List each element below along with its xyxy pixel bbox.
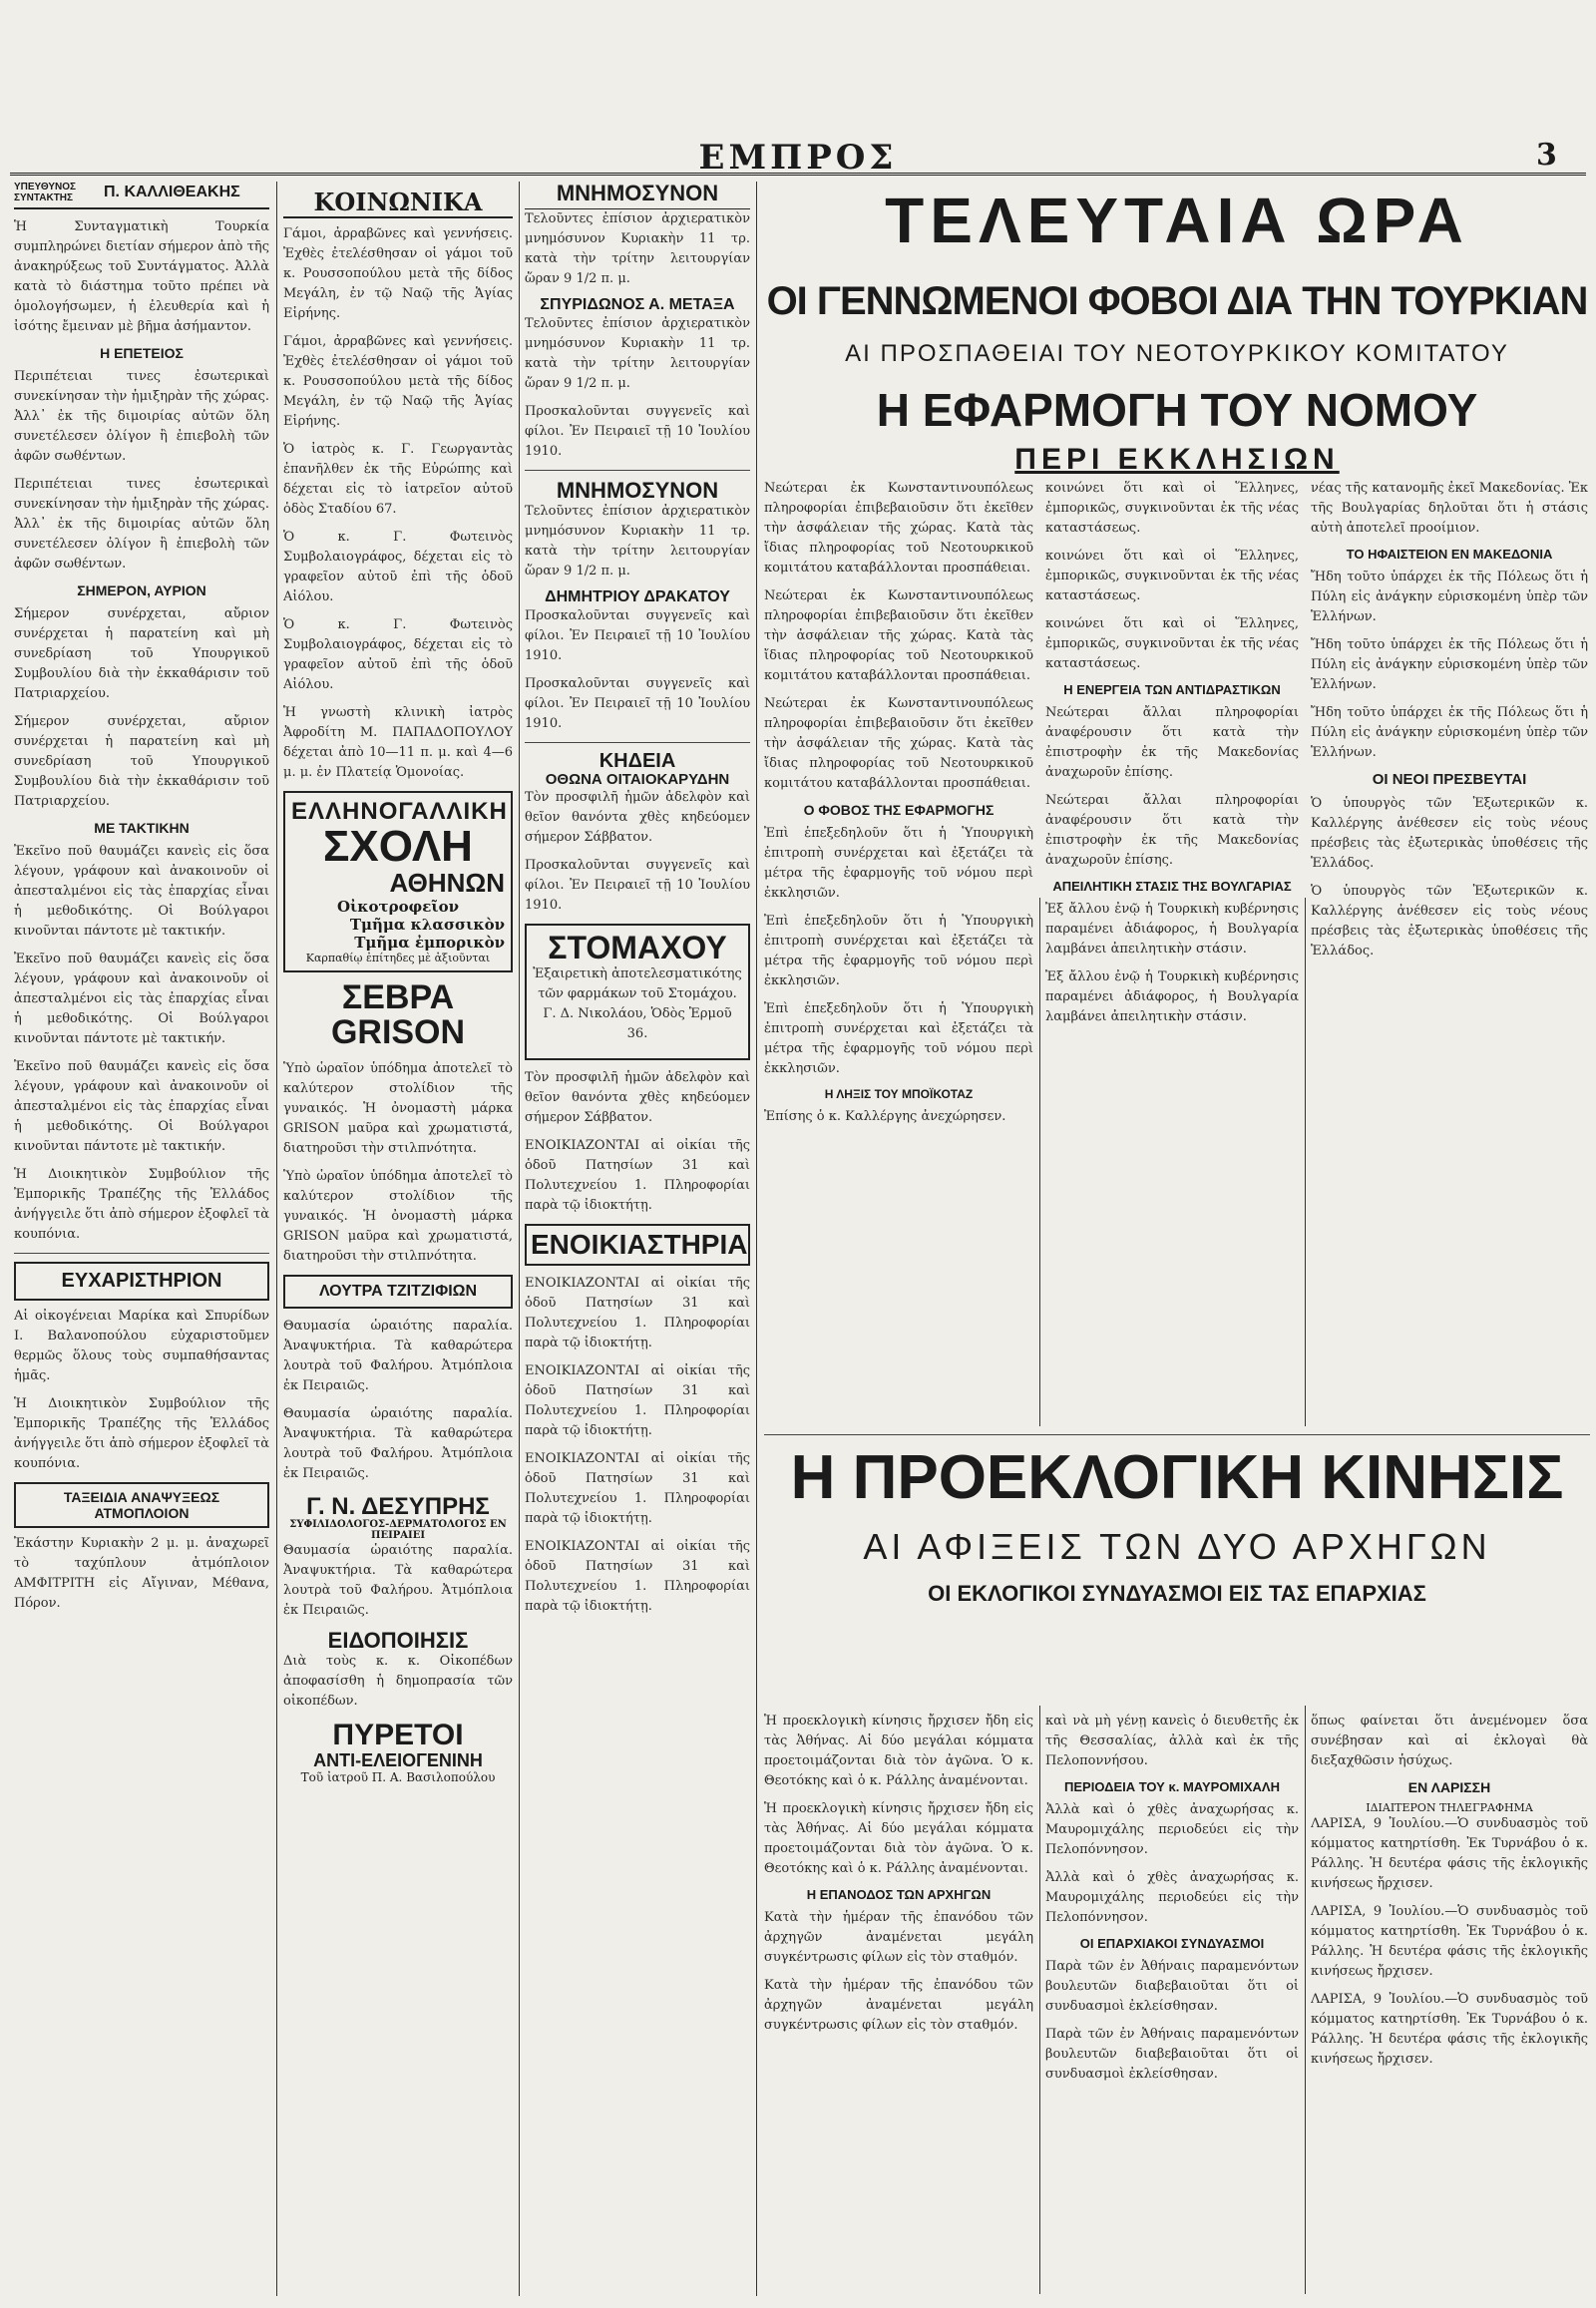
paragraph: Κατὰ τὴν ἡμέραν τῆς ἐπανόδου τῶν ἀρχηγῶν ἀναμένεται μεγάλη συγκέντρωσις φίλων εἰς τὸν σταθμόν. [764,1910,1033,1965]
paragraph: Ὁ κ. Γ. Φωτεινὸς Συμβολαιογράφος, δέχεται εἰς τὸ γραφεῖον αὐτοῦ ἐπὶ τῆς ὁδοῦ Αἰόλου. [283,617,513,692]
paragraph: Ἤδη τοῦτο ὑπάρχει ἐκ τῆς Πόλεως ὅτι ἡ Πύλη εἰς ἀνάγκην εὑρισκομένη ὑπὲρ τῶν Ἑλλήνων. [1311,637,1588,692]
column-3 [525,182,750,2296]
paragraph: Θαυμασία ὡραιότης παραλία. Ἀναψυκτήρια. Τὰ καθαρώτερα λουτρὰ τοῦ Φαλήρου. Ἀτμόπλοια ἐκ Πειραιῶς. [283,1543,513,1619]
sebra-heading: ΣΕΒΡΑ GRISON [330,977,466,1052]
second-col-c [1311,1712,1588,2300]
paragraph: Ἡ Διοικητικὸν Συμβούλιον τῆς Ἐμπορικῆς Τραπέζης τῆς Ἑλλάδος ἀνήγγειλε ὅτι ἀπὸ σήμερον ἐξοφλεῖ τὰ κουπόνια. [14,1167,269,1242]
paragraph: ΛΑΡΙΣΑ, 9 Ἰουλίου.—Ὁ συνδυασμὸς τοῦ κόμματος κατηρτίσθη. Ἐκ Τυρνάβου ὁ κ. Ράλλης. Ἡ δευτέρα φάσις τῆς ἐκλογικῆς κινήσεως ἤρχισεν. [1311,1992,1588,2067]
paragraph: Τὸν προσφιλῆ ἡμῶν ἀδελφὸν καὶ θεῖον θανόντα χθὲς κηδεύομεν σήμερον Σάββατον. [525,789,750,845]
column-divider [756,182,757,2296]
rent-heading: ΕΝΟΙΚΙΑΣΤΗΡΙΑ [531,1229,748,1261]
column-divider [519,182,520,2296]
subheading: ΟΙ ΝΕΟΙ ΠΡΕΣΒΕΥΤΑΙ [1372,771,1527,788]
section-title: ΚΟΙΝΩΝΙΚΑ [283,188,513,218]
column-1 [14,182,269,2296]
separator [764,1434,1590,1435]
doctor-name: Γ. Ν. ΔΕΣΥΠΡΗΣ [306,1493,490,1521]
page-number: 3 [1536,138,1557,173]
fevers-heading: ΠΥΡΕΤΟΙ [332,1719,464,1752]
paragraph: Γάμοι, ἀρραβῶνες καὶ γεννήσεις. Ἐχθὲς ἐτελέσθησαν οἱ γάμοι τοῦ κ. Ρουσσοπούλου μετὰ τῆς δίδος Μεγάλη, ἐν τῷ Ναῷ τῆς Ἁγίας Εἰρήνης. [283,334,513,429]
paragraph: Ἐξ ἄλλου ἐνῷ ἡ Τουρκικὴ κυβέρνησις παραμένει ἀδιάφορος, ἡ Βουλγαρία λαμβάνει ἀπειλητικὴν στάσιν. [1045,902,1299,957]
paragraph: νέας τῆς κατανομῆς ἐκεῖ Μακεδονίας. Ἐκ τῆς Βουλγαρίας δηλοῦται ὅτι ἡ στάσις αὐτὴ ἀποτελεῖ προοίμιον. [1311,481,1588,536]
header-rule [10,173,1586,176]
school-line: Τμῆμα ἐμπορικὸν [354,933,505,952]
paragraph: Ἐξ ἄλλου ἐνῷ ἡ Τουρκικὴ κυβέρνησις παραμένει ἀδιάφορος, ἡ Βουλγαρία λαμβάνει ἀπειλητικὴν στάσιν. [1045,969,1299,1024]
separator [14,1253,269,1254]
column-2 [283,182,513,2296]
paragraph: Ἡ προεκλογικὴ κίνησις ἤρχισεν ἤδη εἰς τὰς Ἀθήνας. Αἱ δύο μεγάλαι κόμματα προετοιμάζονται διὰ τὸν ἀγῶνα. Ὁ κ. Θεοτόκης καὶ ὁ κ. Ράλλης ἀναμένονται. [764,1801,1033,1876]
paragraph: Ἡ γνωστὴ κλινικὴ ἰατρὸς Ἀφροδίτη Μ. ΠΑΠΑΔΟΠΟΥΛΟΥ δέχεται ἀπὸ 10—11 π. μ. καὶ 4—6 μ. μ. ἐν Πλατείᾳ Ὁμονοίας. [283,705,513,780]
paragraph: Ἐκεῖνο ποῦ θαυμάζει κανεὶς εἰς ὅσα λέγουν, γράφουν καὶ ἀνακοινοῦν οἱ ἀπεσταλμένοι εἰς τὰς ἐπαρχίας εἶναι ἡ μεθοδικότης. Οἱ Βούλγαροι κινοῦνται πάντοτε μὲ τακτικήν. [14,1059,269,1154]
page-header [0,0,1596,178]
paragraph: Ἡ προεκλογικὴ κίνησις ἤρχισεν ἤδη εἰς τὰς Ἀθήνας. Αἱ δύο μεγάλαι κόμματα προετοιμάζονται διὰ τὸν ἀγῶνα. Ὁ κ. Θεοτόκης καὶ ὁ κ. Ράλλης ἀναμένονται. [764,1714,1033,1788]
paragraph: Παρὰ τῶν ἐν Ἀθήναις παραμενόντων βουλευτῶν διαβεβαιοῦται ὅτι οἱ συνδυασμοὶ ἐκλείσθησαν. [1045,1959,1299,2014]
editor-label: ΥΠΕΥΘΥΝΟΣ ΣΥΝΤΑΚΤΗΣ [14,182,77,203]
paragraph: Σήμερον συνέρχεται, αὔριον συνέρχεται ἡ παρατείνη καὶ μὴ συνεδρίαση τοῦ Υπουργικοῦ Συμβουλίου διὰ τὴν ἐκκαθάρισιν τοῦ Πατριαρχείου. [14,714,269,809]
second-subhead: ΟΙ ΕΚΛΟΓΙΚΟΙ ΣΥΝΔΥΑΣΜΟΙ ΕΙΣ ΤΑΣ ΕΠΑΡΧΙΑΣ [928,1581,1426,1607]
paragraph: Τελοῦντες ἐπίσιον ἀρχιερατικὸν μνημόσυνον Κυριακὴν 11 τρ. κατὰ τὴν τρίτην λειτουργίαν ὥραν 9 1/2 π. μ. [525,503,750,578]
lead-headline: ΤΕΛΕΥΤΑΙΑ ΩΡΑ [885,185,1469,256]
lead-subhead: ΑΙ ΠΡΟΣΠΑΘΕΙΑΙ ΤΟΥ ΝΕΟΤΟΥΡΚΙΚΟΥ ΚΟΜΙΤΑΤΟΥ [845,340,1509,368]
subheading: Ο ΦΟΒΟΣ ΤΗΣ ΕΦΑΡΜΟΓΗΣ [803,802,995,818]
rent-box [525,1224,750,1265]
paragraph: Κατὰ τὴν ἡμέραν τῆς ἐπανόδου τῶν ἀρχηγῶν ἀναμένεται μεγάλη συγκέντρωσις φίλων εἰς τὸν σταθμόν. [764,1978,1033,2033]
paragraph: Γάμοι, ἀρραβῶνες καὶ γεννήσεις. Ἐχθὲς ἐτελέσθησαν οἱ γάμοι τοῦ κ. Ρουσσοπούλου μετὰ τῆς δίδος Μεγάλη, ἐν τῷ Ναῷ τῆς Ἁγίας Εἰρήνης. [283,226,513,321]
ad-heading: ΤΑΞΕΙΔΙΑ ΑΝΑΨΥΞΕΩΣ ΑΤΜΟΠΛΟΙΟΝ [14,1482,269,1528]
funeral-heading: ΚΗΔΕΙΑ [598,749,676,772]
paragraph: κοινώνει ὅτι καὶ οἱ Ἕλληνες, ἐμπορικῶς, συγκινοῦνται ἐκ τῆς νέας καταστάσεως. [1045,481,1299,536]
paragraph: Ἀλλὰ καὶ ὁ χθὲς ἀναχωρήσας κ. Μαυρομιχάλης περιοδεύει εἰς τὴν Πελοπόννησον. [1045,1870,1299,1925]
lead-subhead: Η ΕΦΑΡΜΟΓΗ ΤΟΥ ΝΟΜΟΥ [876,384,1478,437]
paragraph: Θαυμασία ὡραιότης παραλία. Ἀναψυκτήρια. Τὰ καθαρώτερα λουτρὰ τοῦ Φαλήρου. Ἀτμόπλοια ἐκ Πειραιῶς. [283,1406,513,1482]
subheading: ΙΔΙΑΙΤΕΡΟΝ ΤΗΛΕΓΡΑΦΗΜΑ [1366,1801,1533,1814]
paragraph: ΕΝΟΙΚΙΑΖΟΝΤΑΙ αἱ οἰκίαι τῆς ὁδοῦ Πατησίων 31 καὶ Πολυτεχνείου 1. Πληροφορίαι παρὰ τῷ ἰδιοκτήτῃ. [525,1275,750,1350]
paragraph: Προσκαλοῦνται συγγενεῖς καὶ φίλοι. Ἐν Πειραιεῖ τῇ 10 Ἰουλίου 1910. [525,403,750,459]
column-divider [276,182,277,2296]
stomach-heading: ΣΤΟΜΑΧΟΥ [548,929,727,965]
paragraph: ὅπως φαίνεται ὅτι ἀνεμένομεν ὅσα συνέβησαν καὶ αἱ ἐκλογαὶ θὰ διεξαχθῶσιν ἡσύχως. [1311,1714,1588,1768]
kicker: ΜΕ ΤΑΚΤΙΚΗΝ [94,820,190,836]
paragraph: Ὁ ἰατρὸς κ. Γ. Γεωργαντὰς ἐπανῆλθεν ἐκ τῆς Εὐρώπης καὶ δέχεται εἰς τὸ ἰατρεῖον αὐτοῦ ὁδὸς Σταδίου 67. [283,442,513,517]
paragraph: Ἡ Διοικητικὸν Συμβούλιον τῆς Ἐμπορικῆς Τραπέζης τῆς Ἑλλάδος ἀνήγγειλε ὅτι ἀπὸ σήμερον ἐξοφλεῖ τὰ κουπόνια. [14,1396,269,1471]
paragraph: Περιπέτειαι τινες ἐσωτερικαὶ συνεκίνησαν τὴν ἡμιξηρὰν τῆς χώρας. Ἀλλ᾽ ἐκ τῆς διμοιρίας αὐτῶν ὅλη συνετέλεσεν ὀλίγον ἢ ἐπιεβολὴ τῶν ἀφῶν σωθέντων. [14,369,269,464]
second-headline: Η ΠΡΟΕΚΛΟΓΙΚΗ ΚΙΝΗΣΙΣ [790,1443,1564,1512]
subheading: ΑΠΕΙΛΗΤΙΚΗ ΣΤΑΣΙΣ ΤΗΣ ΒΟΥΛΓΑΡΙΑΣ [1052,879,1292,894]
memorial-name: ΔΗΜΗΤΡΙΟΥ ΔΡΑΚΑΤΟΥ [545,587,730,605]
subheading: Η ΛΗΞΙΣ ΤΟΥ ΜΠΟΪΚΟΤΑΖ [824,1087,974,1101]
paragraph: Προσκαλοῦνται συγγενεῖς καὶ φίλοι. Ἐν Πειραιεῖ τῇ 10 Ἰουλίου 1910. [525,607,750,663]
paragraph: κοινώνει ὅτι καὶ οἱ Ἕλληνες, ἐμπορικῶς, συγκινοῦνται ἐκ τῆς νέας καταστάσεως. [1045,549,1299,603]
ad-text: Ἐκάστην Κυριακὴν 2 μ. μ. ἀναχωρεῖ τὸ ταχύπλουν ἀτμόπλοιον ΑΜΦΙΤΡΙΤΗ εἰς Αἴγιναν, Μέθανα, Πόρον. [14,1536,269,1611]
subheading: ΟΙ ΕΠΑΡΧΙΑΚΟΙ ΣΥΝΔΥΑΣΜΟΙ [1079,1936,1265,1951]
fevers-line: ΑΝΤΙ-ΕΛΕΙΟΓΕΝΙΝΗ [313,1749,483,1770]
paragraph: Ὁ ὑπουργὸς τῶν Ἐξωτερικῶν κ. Καλλέργης ἀνέθεσεν εἰς τοὺς νέους πρέσβεις τὰς ἐξωτερικὰς ὑποθέσεις τῆς Ἑλλάδος. [1311,884,1588,959]
second-story-header [764,1426,1590,1706]
paragraph: Ὁ κ. Γ. Φωτεινὸς Συμβολαιογράφος, δέχεται εἰς τὸ γραφεῖον αὐτοῦ ἐπὶ τῆς ὁδοῦ Αἰόλου. [283,530,513,604]
column-divider [1039,1706,1040,2294]
school-line: Τμῆμα κλασσικὸν [349,915,505,934]
paragraph: κοινώνει ὅτι καὶ οἱ Ἕλληνες, ἐμπορικῶς, συγκινοῦνται ἐκ τῆς νέας καταστάσεως. [1045,616,1299,671]
stomach-ad [525,924,750,1061]
paragraph: Διὰ τοὺς κ. κ. Οἰκοπέδων ἀποφασίσθη ἡ δημοπρασία τῶν οἰκοπέδων. [283,1654,513,1710]
paragraph: Σήμερον συνέρχεται, αὔριον συνέρχεται ἡ παρατείνη καὶ μὴ συνεδρίαση τοῦ Υπουργικοῦ Συμβουλίου διὰ τὴν ἐκκαθάρισιν τοῦ Πατριαρχείου. [14,606,269,701]
paragraph: Περιπέτειαι τινες ἐσωτερικαὶ συνεκίνησαν τὴν ἡμιξηρὰν τῆς χώρας. Ἀλλ᾽ ἐκ τῆς διμοιρίας αὐτῶν ὅλη συνετέλεσεν ὀλίγον ἢ ἐπιεβολὴ τῶν ἀφῶν σωθέντων. [14,477,269,572]
second-col-b [1045,1712,1299,2300]
school-ad [283,791,513,972]
paragraph: Τελοῦντες ἐπίσιον ἀρχιερατικὸν μνημόσυνον Κυριακὴν 11 τρ. κατὰ τὴν τρίτην λειτουργίαν ὥραν 9 1/2 π. μ. [525,211,750,287]
paragraph: Ἀλλὰ καὶ ὁ χθὲς ἀναχωρήσας κ. Μαυρομιχάλης περιοδεύει εἰς τὴν Πελοπόννησον. [1045,1802,1299,1857]
second-col-a [764,1712,1033,2300]
lead-subhead: ΠΕΡΙ ΕΚΚΛΗΣΙΩΝ [1014,443,1340,477]
second-subhead: ΑΙ ΑΦΙΞΕΙΣ ΤΩΝ ΔΥΟ ΑΡΧΗΓΩΝ [863,1526,1491,1568]
paragraph: Ὁ ὑπουργὸς τῶν Ἐξωτερικῶν κ. Καλλέργης ἀνέθεσεν εἰς τοὺς νέους πρέσβεις τὰς ἐξωτερικὰς ὑποθέσεις τῆς Ἑλλάδος. [1311,796,1588,871]
notices-heading: ΕΙΔΟΠΟΙΗΣΙΣ [327,1628,469,1654]
thanks-heading: ΕΥΧΑΡΙΣΤΗΡΙΟΝ [14,1262,269,1301]
paragraph: Ἐκεῖνο ποῦ θαυμάζει κανεὶς εἰς ὅσα λέγουν, γράφουν καὶ ἀνακοινοῦν οἱ ἀπεσταλμένοι εἰς τὰς ἐπαρχίας εἶναι ἡ μεθοδικότης. Οἱ Βούλγαροι κινοῦνται πάντοτε μὲ τακτικήν. [14,844,269,939]
paragraph: Αἱ οἰκογένειαι Μαρίκα καὶ Σπυρίδων Ι. Βαλανοπούλου εὐχαριστοῦμεν θερμῶς ὅλους τοὺς συμπαθήσαντας ἡμᾶς. [14,1309,269,1383]
paragraph: ΕΝΟΙΚΙΑΖΟΝΤΑΙ αἱ οἰκίαι τῆς ὁδοῦ Πατησίων 31 καὶ Πολυτεχνείου 1. Πληροφορίαι παρὰ τῷ ἰδιοκτήτῃ. [525,1538,750,1614]
paragraph: Ἐπὶ ἑπεξεδηλοῦν ὅτι ἡ Ὑπουργικὴ ἐπιτροπὴ συνέρχεται καὶ ἐξετάζει τὰ μέτρα τῆς ἐφαρμογῆς τοῦ νόμου περὶ ἐκκλησιῶν. [764,1001,1033,1076]
separator [525,742,750,743]
paragraph: Ὑπὸ ὡραῖον ὑπόδημα ἀποτελεῖ τὸ καλύτερον στολίδιον τῆς γυναικός. Ἡ ὀνομαστὴ μάρκα GRISON μαῦρα καὶ χρωματιστά, διατηροῦσι τὴν στιλπνότητα. [283,1169,513,1265]
baths-heading: ΛΟΥΤΡΑ ΤΖΙΤΖΙΦΙΩΝ [283,1275,513,1309]
paragraph: ΕΝΟΙΚΙΑΖΟΝΤΑΙ αἱ οἰκίαι τῆς ὁδοῦ Πατησίων 31 καὶ Πολυτεχνείου 1. Πληροφορίαι παρὰ τῷ ἰδιοκτήτῃ. [525,1138,750,1214]
masthead: ΕΜΠΡΟΣ [698,138,898,178]
paragraph: Ἐκεῖνο ποῦ θαυμάζει κανεὶς εἰς ὅσα λέγουν, γράφουν καὶ ἀνακοινοῦν οἱ ἀπεσταλμένοι εἰς τὰς ἐπαρχίας εἶναι ἡ μεθοδικότης. Οἱ Βούλγαροι κινοῦνται πάντοτε μὲ τακτικήν. [14,952,269,1046]
editor-line [14,182,269,209]
paragraph: Ἤδη τοῦτο ὑπάρχει ἐκ τῆς Πόλεως ὅτι ἡ Πύλη εἰς ἀνάγκην εὑρισκομένη ὑπὲρ τῶν Ἑλλήνων. [1311,570,1588,624]
paragraph: Τελοῦντες ἐπίσιον ἀρχιερατικὸν μνημόσυνον Κυριακὴν 11 τρ. κατὰ τὴν τρίτην λειτουργίαν ὥραν 9 1/2 π. μ. [525,315,750,391]
paragraph: Νεώτεραι ἐκ Κωνσταντινουπόλεως πληροφορίαι ἐπιβεβαιοῦσιν ὅτι ἐκεῖθεν τὴν ἀσφάλειαν τῆς χώρας. Κατὰ τὰς ἴδιας πληροφορίας τοῦ Νεοτουρκικοῦ κομιτάτου καταβάλλονται προσπάθειαι. [764,481,1033,576]
memorial-name: ΣΠΥΡΙΔΩΝΟΣ Α. ΜΕΤΑΞΑ [540,296,735,314]
paragraph: Νεώτεραι ἄλλαι πληροφορίαι ἀναφέρουσιν ὅτι κατὰ τὴν ἐπιστροφὴν ἐκ τῆς Μακεδονίας ἀναχωροῦν ἐπίσης. [1045,705,1299,780]
doctor-subtitle: ΣΥΦΙΛΙΔΟΛΟΓΟΣ-ΔΕΡΜΑΤΟΛΟΓΟΣ ΕΝ ΠΕΙΡΑΙΕΙ [289,1519,507,1542]
kicker: ΣΗΜΕΡΟΝ, ΑΥΡΙΟΝ [77,582,206,598]
school-line: ΣΧΟΛΗ [323,822,473,872]
paragraph: Θαυμασία ὡραιότης παραλία. Ἀναψυκτήρια. Τὰ καθαρώτερα λουτρὰ τοῦ Φαλήρου. Ἀτμόπλοια ἐκ Πειραιῶς. [283,1319,513,1394]
fevers-line: Τοῦ ἰατροῦ Π. Α. Βασιλοπούλου [300,1769,496,1784]
subheading: ΕΝ ΛΑΡΙΣΣΗ [1407,1779,1491,1795]
school-line: Οἰκοτροφεῖον [336,897,459,916]
separator [525,470,750,471]
paragraph: Ἡ Συνταγματικὴ Τουρκία συμπληρώνει διετίαν σήμερον ἀπὸ τῆς ἀνακηρύξεως τοῦ Συντάγματος. Ἀλλὰ κατὰ τὸ διάστημα τοῦτο πρέπει νὰ ὁμολογήσωμεν, ἡ ἐλευθερία καὶ ἡ ἰσότης ἔμειναν μὲ βῆμα ἀσήμαντον. [14,219,269,334]
editor-name: Π. ΚΑΛΛΙΘΕΑΚΗΣ [104,184,240,200]
paragraph: Νεώτεραι ἐκ Κωνσταντινουπόλεως πληροφορίαι ἐπιβεβαιοῦσιν ὅτι ἐκεῖθεν τὴν ἀσφάλειαν τῆς χώρας. Κατὰ τὰς ἴδιας πληροφορίας τοῦ Νεοτουρκικοῦ κομιτάτου καταβάλλονται προσπάθειαι. [764,588,1033,683]
paragraph: Ἐπίσης ὁ κ. Καλλέργης ἀνεχώρησεν. [764,1109,1006,1124]
paragraph: Ἤδη τοῦτο ὑπάρχει ἐκ τῆς Πόλεως ὅτι ἡ Πύλη εἰς ἀνάγκην εὑρισκομένη ὑπὲρ τῶν Ἑλλήνων. [1311,705,1588,760]
paragraph: Παρὰ τῶν ἐν Ἀθήναις παραμενόντων βουλευτῶν διαβεβαιοῦται ὅτι οἱ συνδυασμοὶ ἐκλείσθησαν. [1045,2027,1299,2082]
paragraph: Ἐπὶ ἑπεξεδηλοῦν ὅτι ἡ Ὑπουργικὴ ἐπιτροπὴ συνέρχεται καὶ ἐξετάζει τὰ μέτρα τῆς ἐφαρμογῆς τοῦ νόμου περὶ ἐκκλησιῶν. [764,914,1033,988]
paragraph: Νεώτεραι ἐκ Κωνσταντινουπόλεως πληροφορίαι ἐπιβεβαιοῦσιν ὅτι ἐκεῖθεν τὴν ἀσφάλειαν τῆς χώρας. Κατὰ τὰς ἴδιας πληροφορίας τοῦ Νεοτουρκικοῦ κομιτάτου καταβάλλονται προσπάθειαι. [764,696,1033,791]
paragraph: Ὑπὸ ὡραῖον ὑπόδημα ἀποτελεῖ τὸ καλύτερον στολίδιον τῆς γυναικός. Ἡ ὀνομαστὴ μάρκα GRISON μαῦρα καὶ χρωματιστά, διατηροῦσι τὴν στιλπνότητα. [283,1061,513,1157]
paragraph: Προσκαλοῦνται συγγενεῖς καὶ φίλοι. Ἐν Πειραιεῖ τῇ 10 Ἰουλίου 1910. [525,675,750,731]
school-line: ΑΘΗΝΩΝ [389,868,505,899]
school-line: ΕΛΛΗΝΟΓΑΛΛΙΚΗ [291,798,508,825]
memorial-heading: ΜΝΗΜΟΣΥΝΟΝ [556,477,719,503]
paragraph: ΛΑΡΙΣΑ, 9 Ἰουλίου.—Ὁ συνδυασμὸς τοῦ κόμματος κατηρτίσθη. Ἐκ Τυρνάβου ὁ κ. Ράλλης. Ἡ δευτέρα φάσις τῆς ἐκλογικῆς κινήσεως ἤρχισεν. [1311,1904,1588,1979]
subheading: ΠΕΡΙΟΔΕΙΑ ΤΟΥ κ. ΜΑΥΡΟΜΙΧΑΛΗ [1064,1779,1280,1794]
paragraph: Τὸν προσφιλῆ ἡμῶν ἀδελφὸν καὶ θεῖον θανόντα χθὲς κηδεύομεν σήμερον Σάββατον. [525,1070,750,1126]
subheading: Η ΕΠΑΝΟΔΟΣ ΤΩΝ ΑΡΧΗΓΩΝ [806,1887,992,1902]
paragraph: Ἐπὶ ἑπεξεδηλοῦν ὅτι ἡ Ὑπουργικὴ ἐπιτροπὴ συνέρχεται καὶ ἐξετάζει τὰ μέτρα τῆς ἐφαρμογῆς τοῦ νόμου περὶ ἐκκλησιῶν. [764,826,1033,901]
funeral-name: ΟΘΩΝΑ ΟΙΤΑΙΟΚΑΡΥΔΗΝ [545,770,730,788]
lead-subhead: ΟΙ ΓΕΝΝΩΜΕΝΟΙ ΦΟΒΟΙ ΔΙΑ ΤΗΝ ΤΟΥΡΚΙΑΝ [766,279,1588,324]
school-line: Καρπαθίῳ ἐπίτηδες μὲ ἀξιοῦνται [305,951,491,964]
stomach-text: Ἐξαιρετικὴ ἀποτελεσματικότης τῶν φαρμάκων τοῦ Στομάχου. Γ. Δ. Νικολάου, Ὁδὸς Ἑρμοῦ 36. [533,966,742,1042]
kicker: Η ΕΠΕΤΕΙΟΣ [100,345,184,361]
paragraph: Νεώτεραι ἄλλαι πληροφορίαι ἀναφέρουσιν ὅτι κατὰ τὴν ἐπιστροφὴν ἐκ τῆς Μακεδονίας ἀναχωροῦν ἐπίσης. [1045,793,1299,868]
paragraph: Προσκαλοῦνται συγγενεῖς καὶ φίλοι. Ἐν Πειραιεῖ τῇ 10 Ἰουλίου 1910. [525,857,750,913]
memorial-heading: ΜΝΗΜΟΣΥΝΟΝ [525,182,750,209]
paragraph: καὶ νὰ μὴ γένῃ κανεὶς ὁ διευθετῆς ἐκ τῆς Θεσσαλίας, ἀλλὰ καὶ ἐκ τῆς Πελοποννήσου. [1045,1714,1299,1768]
paragraph: ΕΝΟΙΚΙΑΖΟΝΤΑΙ αἱ οἰκίαι τῆς ὁδοῦ Πατησίων 31 καὶ Πολυτεχνείου 1. Πληροφορίαι παρὰ τῷ ἰδιοκτήτῃ. [525,1362,750,1438]
paragraph: ΛΑΡΙΣΑ, 9 Ἰουλίου.—Ὁ συνδυασμὸς τοῦ κόμματος κατηρτίσθη. Ἐκ Τυρνάβου ὁ κ. Ράλλης. Ἡ δευτέρα φάσις τῆς ἐκλογικῆς κινήσεως ἤρχισεν. [1311,1816,1588,1891]
subheading: ΤΟ ΗΦΑΙΣΤΕΙΟΝ ΕΝ ΜΑΚΕΔΟΝΙΑ [1346,547,1553,562]
paragraph: ΕΝΟΙΚΙΑΖΟΝΤΑΙ αἱ οἰκίαι τῆς ὁδοῦ Πατησίων 31 καὶ Πολυτεχνείου 1. Πληροφορίαι παρὰ τῷ ἰδιοκτήτῃ. [525,1450,750,1526]
subheading: Η ΕΝΕΡΓΕΙΑ ΤΩΝ ΑΝΤΙΔΡΑΣΤΙΚΩΝ [1063,682,1281,697]
column-divider [1305,1706,1306,2294]
